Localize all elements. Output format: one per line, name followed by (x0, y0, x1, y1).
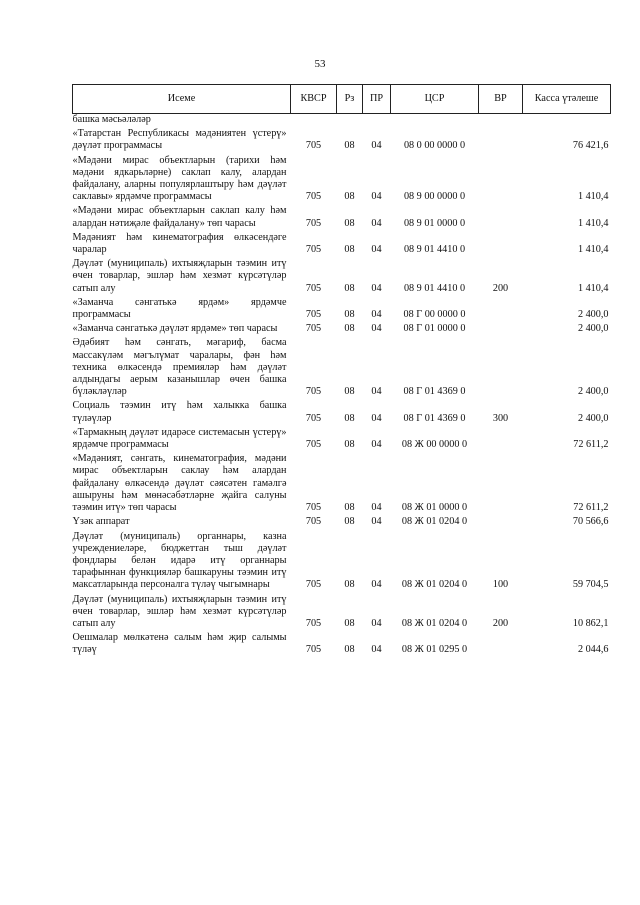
row-rz (337, 114, 363, 127)
row-vr: 200 (492, 617, 509, 629)
row-vr: 100 (492, 579, 509, 591)
table-row (73, 451, 611, 514)
row-csr: 08 9 01 4410 0 (403, 282, 466, 294)
table-row (73, 425, 611, 451)
row-amount: 59 704,5 (572, 579, 609, 591)
header-kvsr: КВСР (291, 85, 337, 114)
row-vr (479, 425, 523, 451)
table-row (73, 321, 611, 335)
row-kvsr: 705 (305, 244, 322, 256)
row-csr: 08 Ж 01 0295 0 (401, 644, 468, 656)
row-pr: 04 (371, 579, 382, 591)
row-pr: 04 (371, 516, 382, 528)
row-csr: 08 Ж 01 0204 0 (401, 579, 468, 591)
row-name: «Мәдәният, сәнгать, кинематография, мәдәни мирас объектларын саклау һәм алардан файдалану өлкәсендә дәүләт сәясәтен гамәлгә ашыруны һәм мөнәсәбәтләрне җайга салуны тәэмин итү» төп чарасы (72, 453, 287, 514)
row-pr: 04 (371, 217, 382, 229)
row-rz: 08 (344, 309, 355, 321)
row-pr: 04 (371, 412, 382, 424)
row-vr (479, 153, 523, 204)
row-amount: 2 400,0 (577, 323, 609, 335)
row-rz: 08 (344, 191, 355, 203)
row-csr: 08 Г 00 0000 0 (403, 309, 466, 321)
row-name: Үзәк аппарат (72, 516, 130, 528)
row-amount: 1 410,4 (577, 217, 609, 229)
header-csr: ЦСР (391, 85, 479, 114)
row-rz: 08 (344, 617, 355, 629)
row-kvsr: 705 (305, 191, 322, 203)
row-pr: 04 (371, 323, 382, 335)
row-name: башка мәсьәләләр (72, 114, 151, 125)
row-kvsr: 705 (305, 217, 322, 229)
row-csr: 08 Ж 01 0000 0 (401, 502, 468, 514)
table-row (73, 529, 611, 592)
table-row (73, 126, 611, 152)
table-row (73, 230, 611, 256)
row-kvsr: 705 (305, 502, 322, 514)
header-kassa: Касса үтәлеше (523, 85, 611, 114)
row-rz: 08 (344, 386, 355, 398)
row-kvsr (291, 114, 337, 127)
table-row (73, 514, 611, 528)
row-kvsr: 705 (305, 412, 322, 424)
row-amount: 2 400,0 (577, 386, 609, 398)
row-amount: 70 566,6 (572, 516, 609, 528)
row-csr (391, 114, 479, 127)
row-rz: 08 (344, 439, 355, 451)
row-csr: 08 Ж 01 0204 0 (401, 617, 468, 629)
row-vr (479, 630, 523, 656)
row-rz: 08 (344, 644, 355, 656)
row-pr: 04 (371, 386, 382, 398)
row-pr: 04 (371, 502, 382, 514)
header-pr: ПР (363, 85, 391, 114)
table-row (73, 153, 611, 204)
row-amount: 2 400,0 (577, 412, 609, 424)
table-row (73, 256, 611, 295)
row-pr: 04 (371, 191, 382, 203)
row-csr: 08 Г 01 4369 0 (403, 386, 466, 398)
header-vr: ВР (479, 85, 523, 114)
table-row (73, 592, 611, 631)
row-csr: 08 9 00 0000 0 (403, 191, 466, 203)
row-name: «Заманча сәнгатькә ярдәм» ярдәмче программасы (72, 296, 287, 321)
row-amount: 1 410,4 (577, 244, 609, 256)
header-rz: Рз (337, 85, 363, 114)
row-vr (479, 203, 523, 229)
row-vr (479, 451, 523, 514)
row-rz: 08 (344, 412, 355, 424)
header-name: Исеме (73, 85, 291, 114)
row-csr: 08 Ж 01 0204 0 (401, 516, 468, 528)
row-vr: 200 (492, 282, 509, 294)
row-vr (479, 335, 523, 398)
row-rz: 08 (344, 282, 355, 294)
row-name: «Мәдәни мирас объектларын саклап калу һәм алардан нәтиҗәле файдалану» төп чарасы (72, 205, 287, 229)
row-vr (479, 230, 523, 256)
row-name: «Татарстан Республикасы мәдәниятен үстерү» дәүләт программасы (72, 128, 287, 152)
row-csr: 08 Г 01 0000 0 (403, 323, 466, 335)
row-amount: 2 400,0 (577, 309, 609, 321)
table-row (73, 203, 611, 229)
page-number: 53 (314, 58, 326, 70)
row-kvsr: 705 (305, 309, 322, 321)
row-name: «Мәдәни мирас объектларын (тарихи һәм мәдәни ядкарьләрне) саклап калу, алардан файдалану, аларны популярлаштыру һәм дәүләт саклавы» ярдәмче программасы (72, 154, 287, 203)
row-name: Әдәбият һәм сәнгать, мәгариф, басма массакүләм мәгълүмат чаралары, фән һәм техника өлкәсендә премияләр һәм дәүләт алдындагы аерым казанышлар өчен башка бүләкләүләр (72, 337, 287, 398)
row-name: «Заманча сәнгатькә дәүләт ярдәме» төп чарасы (72, 323, 278, 335)
row-name: Оешмалар мөлкәтенә салым һәм җир салымы түләү (72, 632, 287, 656)
row-pr: 04 (371, 617, 382, 629)
row-vr (479, 321, 523, 335)
row-kvsr: 705 (305, 617, 322, 629)
row-vr (479, 126, 523, 152)
row-rz: 08 (344, 244, 355, 256)
row-name: Дәүләт (муниципаль) органнары, казна учреждениеләре, бюджеттан тыш дәүләт фондлары белән идарә итү органнары тарафыннан функцияләр башкаруны тәэмин итү максатларында персоналга түләү чыгымнары (72, 530, 287, 591)
row-pr: 04 (371, 244, 382, 256)
row-pr: 04 (371, 140, 382, 152)
row-pr (363, 114, 391, 127)
row-csr: 08 9 01 0000 0 (403, 217, 466, 229)
row-rz: 08 (344, 217, 355, 229)
row-kvsr: 705 (305, 439, 322, 451)
row-rz: 08 (344, 140, 355, 152)
budget-table (72, 84, 611, 657)
row-rz: 08 (344, 323, 355, 335)
row-csr: 08 0 00 0000 0 (403, 140, 466, 152)
row-amount: 2 044,6 (577, 644, 609, 656)
table-row (73, 114, 611, 127)
row-amount: 1 410,4 (577, 282, 609, 294)
row-rz: 08 (344, 579, 355, 591)
row-amount: 10 862,1 (572, 617, 609, 629)
row-csr: 08 Г 01 4369 0 (403, 412, 466, 424)
row-amount: 76 421,6 (572, 140, 609, 152)
row-vr: 300 (492, 412, 509, 424)
row-kvsr: 705 (305, 140, 322, 152)
row-kvsr: 705 (305, 579, 322, 591)
row-csr: 08 9 01 4410 0 (403, 244, 466, 256)
row-kvsr: 705 (305, 323, 322, 335)
row-pr: 04 (371, 644, 382, 656)
row-kvsr: 705 (305, 282, 322, 294)
table-row (73, 630, 611, 656)
table-row (73, 295, 611, 321)
row-amount (523, 114, 611, 127)
row-amount: 72 611,2 (573, 502, 609, 514)
row-vr (479, 514, 523, 528)
row-rz: 08 (344, 516, 355, 528)
row-name: Мәдәният һәм кинематография өлкәсендәге чаралар (72, 231, 287, 256)
table-row (73, 335, 611, 398)
row-pr: 04 (371, 309, 382, 321)
table-header (73, 85, 611, 114)
row-pr: 04 (371, 439, 382, 451)
row-pr: 04 (371, 282, 382, 294)
row-vr (479, 114, 523, 127)
row-kvsr: 705 (305, 386, 322, 398)
row-name: Социаль тәэмин итү һәм халыкка башка түләүләр (72, 400, 287, 424)
table-body (73, 114, 611, 657)
row-name: Дәүләт (муниципаль) ихтыяҗларын тәэмин итү өчен товарлар, эшләр һәм хезмәт күрсәтүләр сатып алу (72, 258, 287, 294)
row-amount: 72 611,2 (573, 439, 609, 451)
row-vr (479, 295, 523, 321)
row-kvsr: 705 (305, 644, 322, 656)
row-csr: 08 Ж 00 0000 0 (401, 439, 468, 451)
row-name: Дәүләт (муниципаль) ихтыяҗларын тәэмин итү өчен товарлар, эшләр һәм хезмәт күрсәтүләр сатып алу (72, 593, 287, 629)
row-name: «Тармакның дәүләт идарәсе системасын үстерү» ярдәмче программасы (72, 426, 287, 451)
row-rz: 08 (344, 502, 355, 514)
row-kvsr: 705 (305, 516, 322, 528)
row-amount: 1 410,4 (577, 191, 609, 203)
table-row (73, 398, 611, 424)
